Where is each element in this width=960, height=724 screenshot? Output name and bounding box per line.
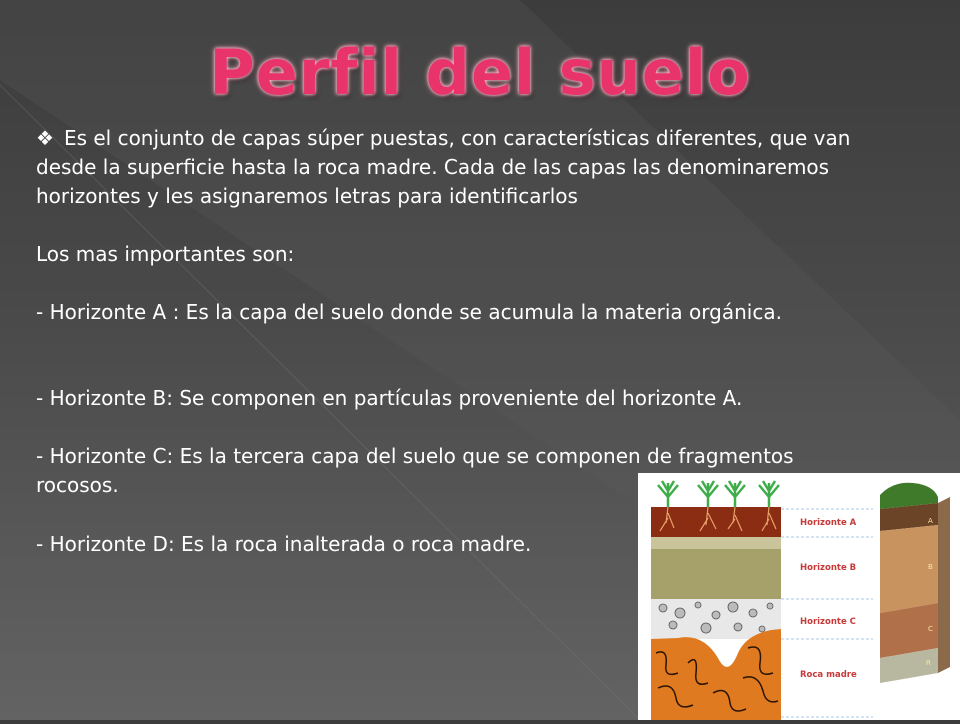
horizon-d-text: - Horizonte D: Es la roca inalterada o roca madre. (36, 532, 532, 556)
intro-paragraph (36, 124, 916, 211)
slide-title: Perfil del suelo (209, 36, 751, 109)
intro-text: Es el conjunto de capas súper puestas, con características diferentes, que van desde la superficie hasta la roca madre. Cada de las capas las denominaremos horizontes y les asignaremos letras para identificarlos (36, 126, 851, 208)
block-label-c: C (928, 625, 933, 633)
block-label-b: B (928, 563, 933, 571)
subheading: Los mas importantes son: (36, 242, 295, 266)
block-label-r: R (926, 659, 931, 667)
label-horizonte-c: Horizonte C (800, 617, 856, 627)
horizon-a-text: - Horizonte A : Es la capa del suelo donde se acumula la materia orgánica. (36, 300, 782, 324)
soil-profile-illustration (638, 473, 960, 720)
horizon-c-text: - Horizonte C: Es la tercera capa del suelo que se componen de fragmentos rocosos. (36, 444, 794, 497)
plants-icon (658, 481, 779, 507)
label-roca-madre: Roca madre (800, 670, 857, 680)
label-horizonte-b: Horizonte B (800, 563, 857, 573)
block-label-a: A (928, 517, 933, 525)
label-horizonte-a: Horizonte A (800, 518, 857, 528)
horizon-b-text: - Horizonte B: Se componen en partículas proveniente del horizonte A. (36, 386, 743, 410)
diamond-bullet-icon: ❖ (36, 126, 54, 150)
soil-profile-figure (638, 473, 960, 720)
